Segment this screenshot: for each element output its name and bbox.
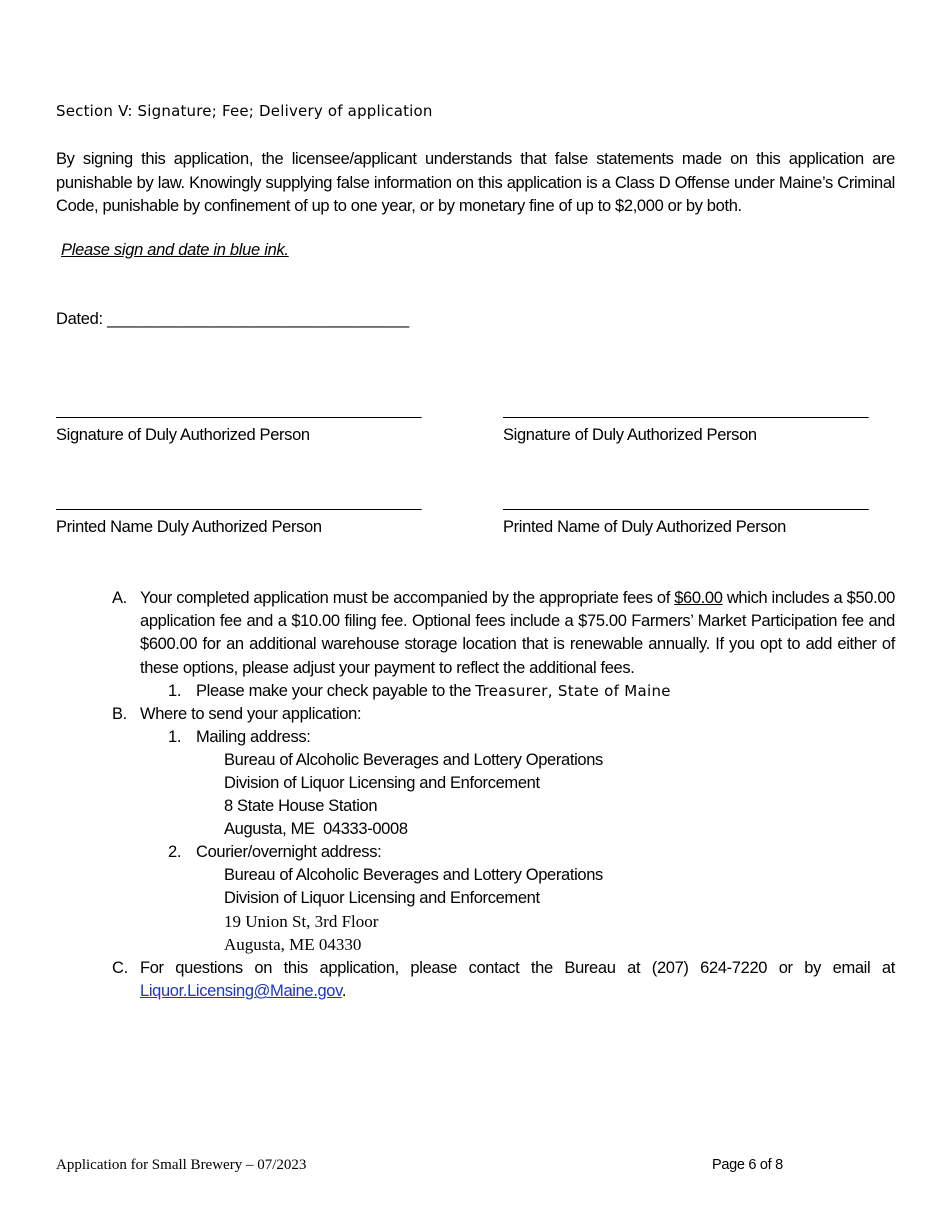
signature-line-left[interactable]: __________________________________________ <box>56 402 422 419</box>
printed-name-line-right[interactable]: __________________________________________ <box>503 494 869 511</box>
payee-name: Treasurer, State of Maine <box>475 682 671 700</box>
mailing-label: Mailing address: <box>196 728 311 746</box>
printed-name-line-left[interactable]: __________________________________________ <box>56 494 422 511</box>
email-link[interactable]: Liquor.Licensing@Maine.gov <box>140 982 342 1001</box>
footer-form-title: Application for Small Brewery – 07/2023 <box>56 1157 307 1173</box>
item-a-text-after: which includes a $50.00 application fee and a $10.00 filing fee. Optional fees include a $75.00 Farmers’ Market Participation fee and $600.00 for an additional warehouse storage location that is renewable annually. If you opt to add either of these options, please adjust your payment to reflect the additional fees. <box>140 589 896 677</box>
courier-line-3: 19 Union St, 3rd Floor <box>224 912 379 931</box>
item-a-text-before: Your completed application must be accompanied by the appropriate fees of <box>140 589 670 607</box>
dated-label: Dated: <box>56 310 103 328</box>
item-a1-instruction: Please make your check payable to the <box>196 682 472 700</box>
item-a-text <box>140 587 895 680</box>
mailing-line-3: 8 State House Station <box>224 797 378 815</box>
mailing-marker: 1. <box>168 728 182 746</box>
item-a1-text <box>196 680 671 703</box>
ink-instruction: Please sign and date in blue ink. <box>61 241 289 259</box>
courier-line-4: Augusta, ME 04330 <box>224 935 362 954</box>
item-a-marker: A. <box>112 589 127 607</box>
item-b-text: Where to send your application: <box>140 705 362 723</box>
page-number: Page 6 of 8 <box>712 1157 783 1173</box>
dated-line: __________________________________ <box>107 310 409 328</box>
dated-field[interactable] <box>56 310 409 329</box>
signature-line-right[interactable]: __________________________________________ <box>503 402 869 419</box>
item-c-marker: C. <box>112 959 128 977</box>
item-c-end: . <box>341 982 347 1001</box>
fee-amount: $60.00 <box>674 589 723 607</box>
courier-marker: 2. <box>168 843 182 861</box>
courier-line-1: Bureau of Alcoholic Beverages and Lottery Operations <box>224 866 603 884</box>
item-c-text <box>140 957 895 1003</box>
item-a1-marker: 1. <box>168 682 182 700</box>
printed-name-label-left: Printed Name Duly Authorized Person <box>56 518 322 536</box>
intro-paragraph: By signing this application, the licensee/applicant understands that false statements made on this application are punishable by law. Knowingly supplying false information on this application is a Class D Offense under Maine’s Criminal Code, punishable by confinement of up to one year, or by monetary fine of up to $2,000 or by both. <box>56 150 895 215</box>
item-b-marker: B. <box>112 705 127 723</box>
mailing-line-2: Division of Liquor Licensing and Enforcement <box>224 774 540 792</box>
mailing-line-1: Bureau of Alcoholic Beverages and Lottery Operations <box>224 751 603 769</box>
section-title: Section V: Signature; Fee; Delivery of application <box>56 102 433 120</box>
printed-name-label-right: Printed Name of Duly Authorized Person <box>503 518 786 536</box>
signature-label-left: Signature of Duly Authorized Person <box>56 426 310 444</box>
item-c-question: For questions on this application, please contact the Bureau at (207) 624-7220 or by email at <box>140 959 895 977</box>
mailing-line-4: Augusta, ME 04333-0008 <box>224 820 408 838</box>
courier-line-2: Division of Liquor Licensing and Enforcement <box>224 889 540 907</box>
signature-label-right: Signature of Duly Authorized Person <box>503 426 757 444</box>
courier-label: Courier/overnight address: <box>196 843 382 861</box>
